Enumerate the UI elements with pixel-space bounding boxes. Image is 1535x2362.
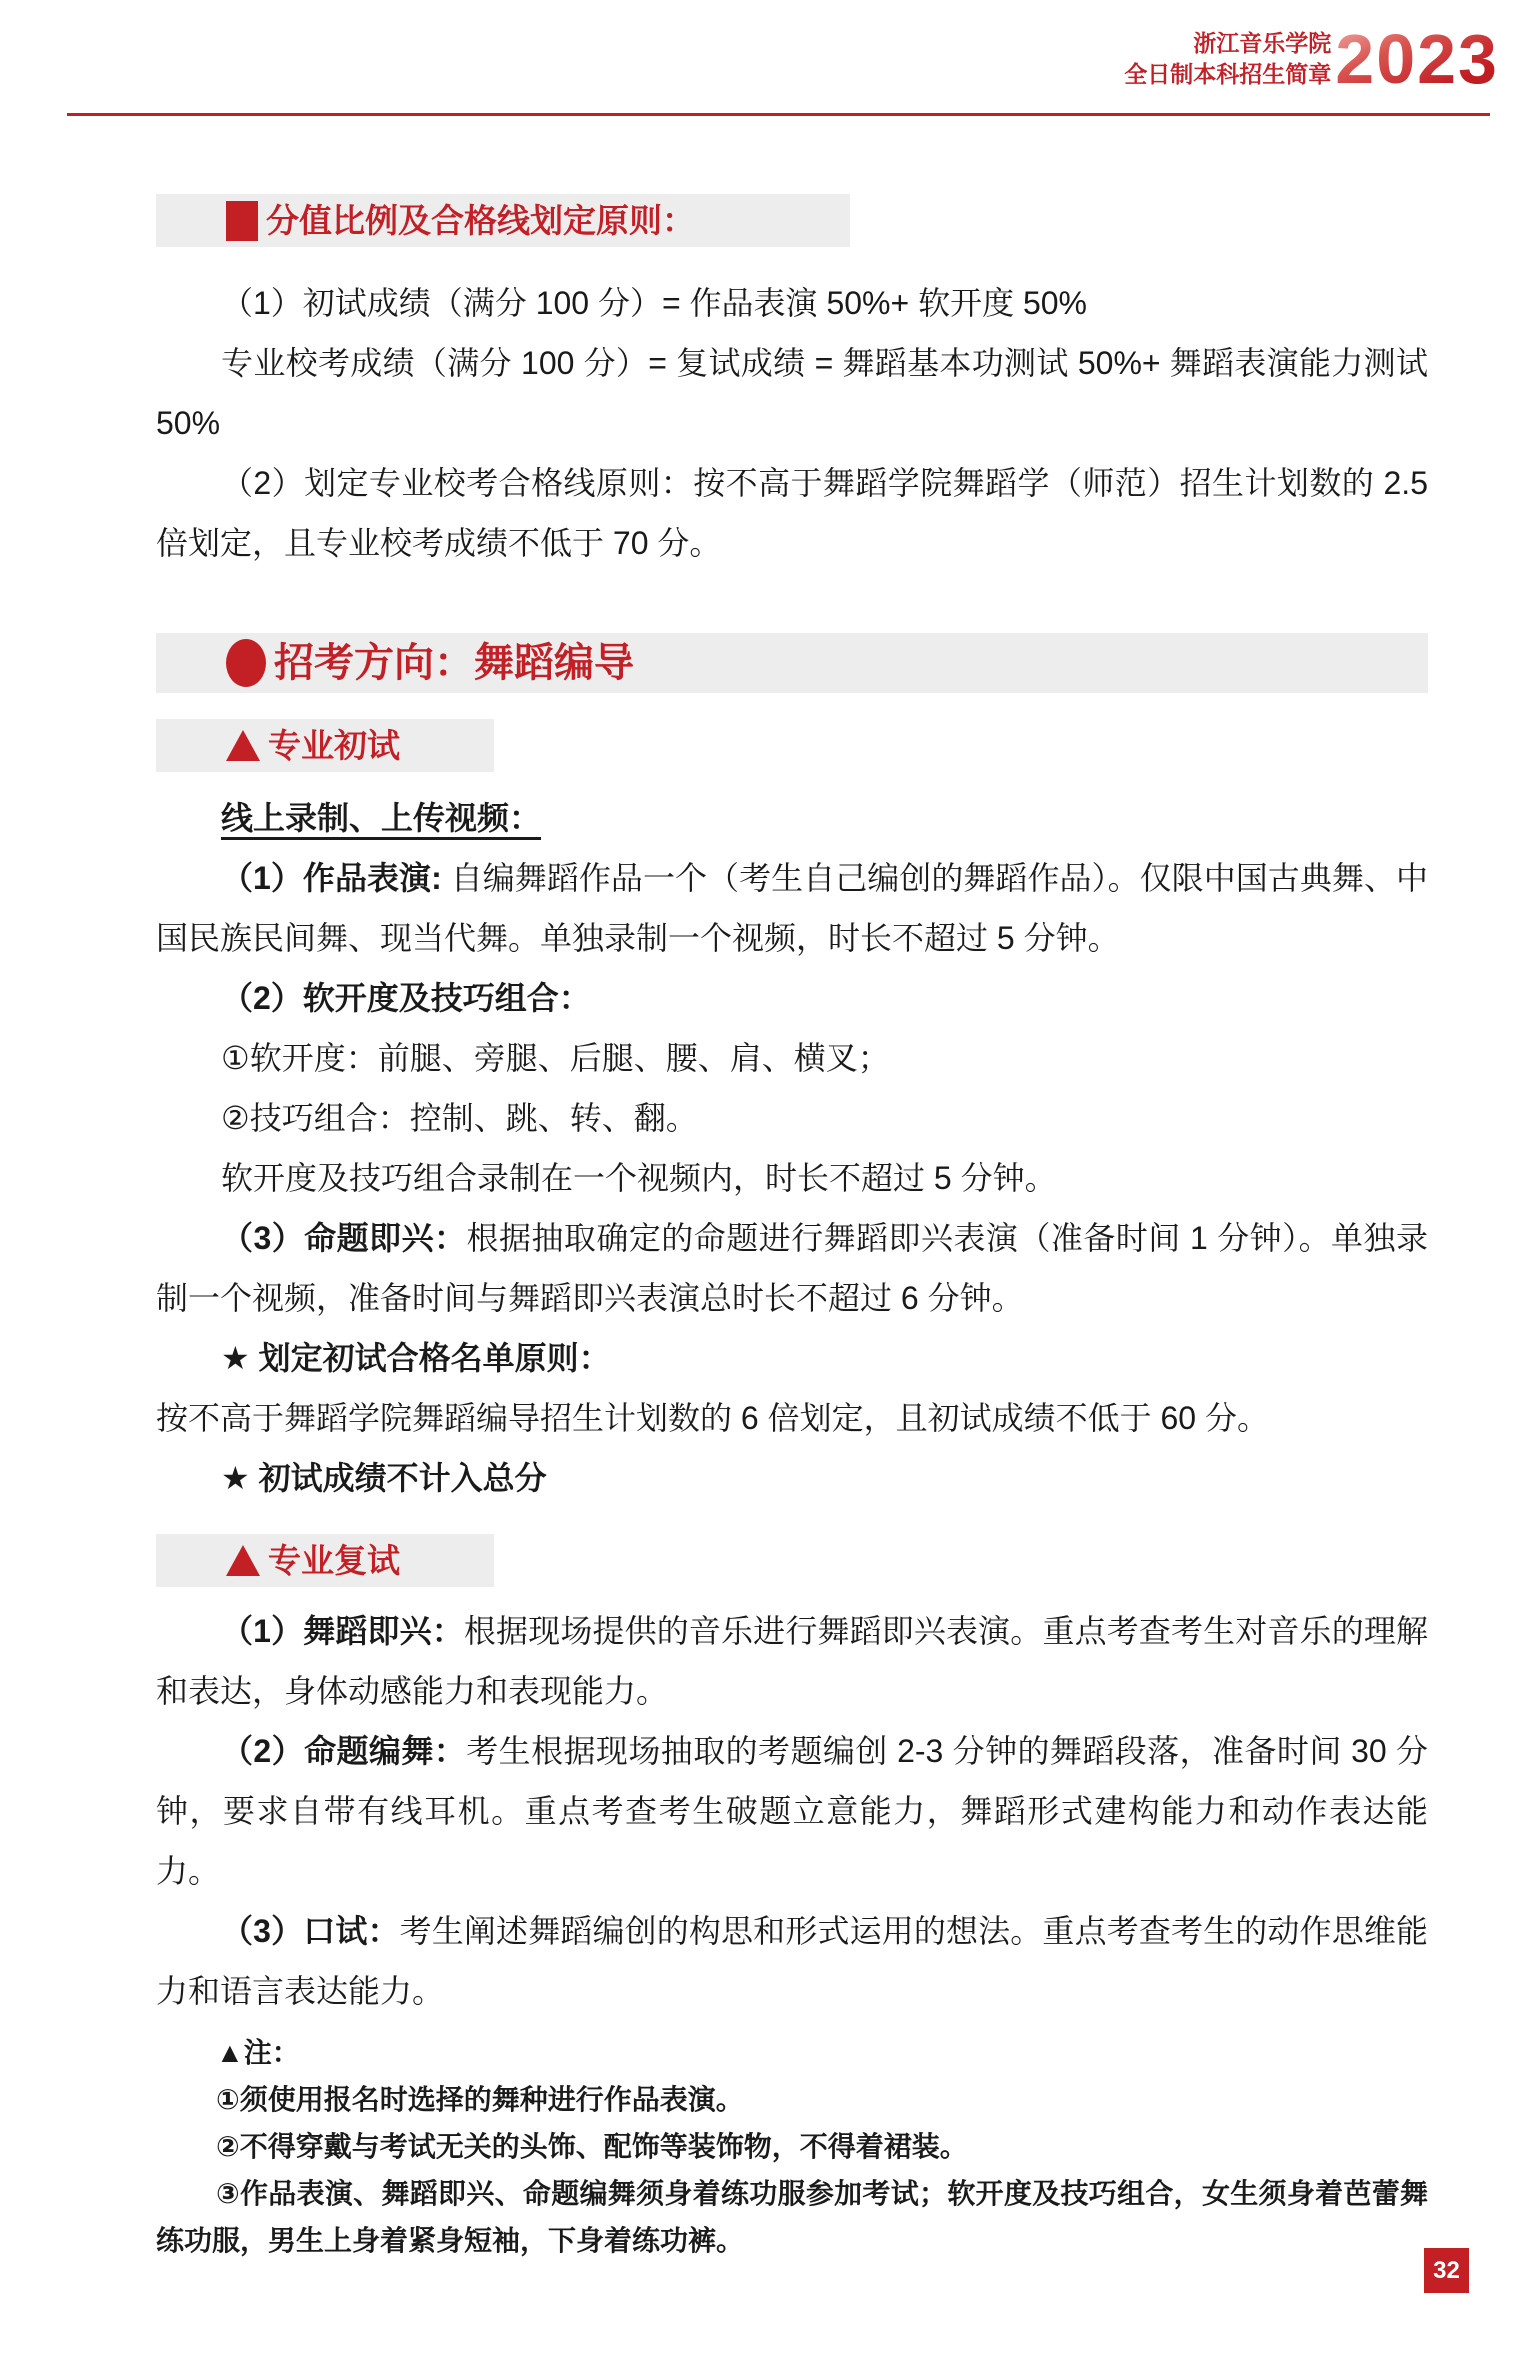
masthead — [1124, 20, 1499, 98]
section-heading-first-round — [156, 719, 494, 772]
paragraph-dance-improv: （1）舞蹈即兴：根据现场提供的音乐进行舞蹈即兴表演。重点考查考生对音乐的理解和表达，身体动感能力和表现能力。 — [156, 1613, 1428, 1709]
score-rules-paragraphs — [156, 273, 1428, 573]
paragraph-online-recording — [156, 788, 1428, 848]
paragraph-flexibility-item1: ①软开度：前腿、旁腿、后腿、腰、肩、横叉； — [221, 1040, 890, 1076]
paragraph-score-not-counted: ★ 初试成绩不计入总分 — [221, 1460, 547, 1496]
note-item-2: ②不得穿戴与考试无关的头饰、配饰等装饰物，不得着裙装。 — [216, 2131, 968, 2162]
notes-block — [156, 2029, 1428, 2264]
paragraph-flexibility-item2: ②技巧组合：控制、跳、转、翻。 — [221, 1100, 698, 1136]
section-heading-direction — [156, 633, 1428, 693]
note-item-3: ③作品表演、舞蹈即兴、命题编舞须身着练功服参加考试；软开度及技巧组合，女生须身着芭蕾舞练功服，男生上身着紧身短袖，下身着练功裤。 — [156, 2178, 1428, 2256]
notes-title: ▲注： — [216, 2037, 300, 2068]
section-heading-label: 分值比例及合格线划定原则： — [266, 201, 695, 239]
direction-heading-label: 招考方向：舞蹈编导 — [274, 641, 634, 685]
section-heading-score-rules — [156, 194, 850, 247]
paragraph-choreography: （2）命题编舞：考生根据现场抽取的考题编创 2-3 分钟的舞蹈段落，准备时间 30 分钟，要求自带有线耳机。重点考查考生破题立意能力，舞蹈形式建构能力和动作表达能力。 — [156, 1733, 1428, 1889]
page-number-badge: 32 — [1424, 2248, 1469, 2293]
paragraph-work-performance: （1）作品表演: 自编舞蹈作品一个（考生自己编创的舞蹈作品）。仅限中国古典舞、中国民族民间舞、现当代舞。单独录制一个视频，时长不超过 5 分钟。 — [156, 860, 1428, 956]
online-recording-label: 线上录制、上传视频： — [221, 800, 542, 836]
year-label: 2023 — [1335, 20, 1499, 98]
paragraph-passlist-title: ★ 划定初试合格名单原则： — [221, 1340, 611, 1376]
paragraph-flexibility-title: （2）软开度及技巧组合： — [221, 980, 591, 1016]
circle-bullet-icon — [226, 639, 266, 687]
note-item-1: ①须使用报名时选择的舞种进行作品表演。 — [216, 2084, 744, 2115]
masthead-org — [1124, 28, 1331, 90]
square-bullet-icon — [226, 201, 258, 241]
paragraph-initial-score: （1）初试成绩（满分 100 分）= 作品表演 50%+ 软开度 50% — [221, 285, 1088, 321]
paragraph-oral-test: （3）口试：考生阐述舞蹈编创的构思和形式运用的想法。重点考查考生的动作思维能力和语言表达能力。 — [156, 1913, 1428, 2009]
page-content — [156, 194, 1428, 2264]
second-round-heading-label: 专业复试 — [268, 1541, 400, 1579]
paragraph-passline-rule: （2）划定专业校考合格线原则：按不高于舞蹈学院舞蹈学（师范）招生计划数的 2.5 倍划定，且专业校考成绩不低于 70 分。 — [156, 465, 1428, 561]
paragraph-passlist-body: 按不高于舞蹈学院舞蹈编导招生计划数的 6 倍划定，且初试成绩不低于 60 分。 — [156, 1400, 1269, 1436]
triangle-bullet-icon — [226, 730, 260, 761]
triangle-bullet-icon — [226, 1545, 260, 1576]
brochure-title: 全日制本科招生简章 — [1124, 61, 1332, 87]
section-heading-second-round — [156, 1534, 494, 1587]
paragraph-exam-score: 专业校考成绩（满分 100 分）= 复试成绩 = 舞蹈基本功测试 50%+ 舞蹈表演能力测试 50% — [156, 345, 1428, 441]
paragraph-flexibility-note: 软开度及技巧组合录制在一个视频内，时长不超过 5 分钟。 — [221, 1160, 1057, 1196]
header-divider — [67, 113, 1490, 116]
page-header — [0, 0, 1535, 116]
org-name: 浙江音乐学院 — [1193, 30, 1332, 56]
paragraph-improvisation: （3）命题即兴：根据抽取确定的命题进行舞蹈即兴表演（准备时间 1 分钟）。单独录制一个视频，准备时间与舞蹈即兴表演总时长不超过 6 分钟。 — [156, 1220, 1428, 1316]
first-round-heading-label: 专业初试 — [268, 726, 400, 764]
